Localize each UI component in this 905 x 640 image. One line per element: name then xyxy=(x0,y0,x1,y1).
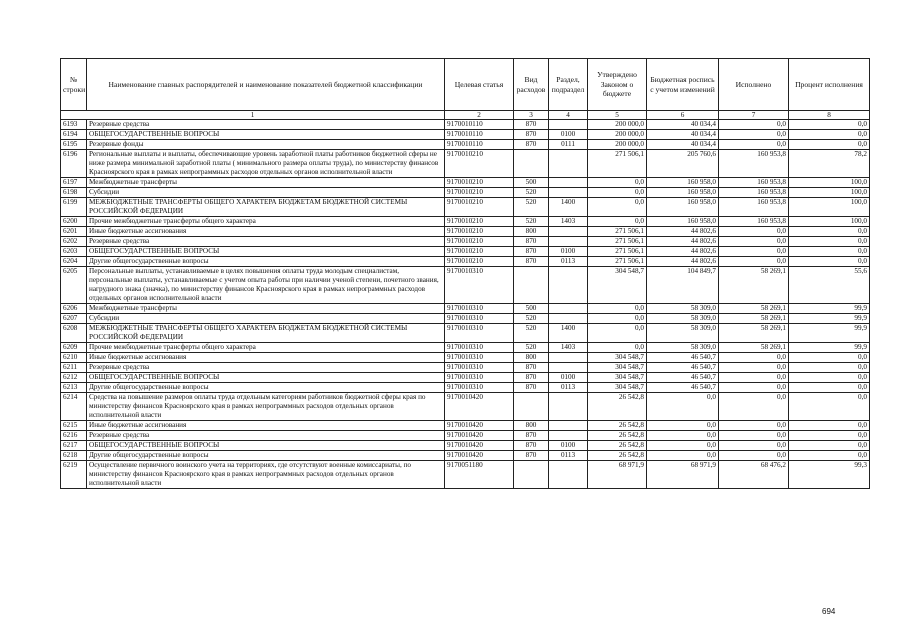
row-executed: 160 953,8 xyxy=(719,217,789,227)
row-section xyxy=(549,353,588,363)
row-executed: 0,0 xyxy=(719,383,789,393)
row-name: Осуществление первичного воинского учета на территориях, где отсутствуют военные комиссариаты, по министерству финансов Красноярского края в рамках непрограммных расходов отдельных органов исполнительной власти xyxy=(87,461,445,489)
row-executed: 160 953,8 xyxy=(719,150,789,178)
row-section xyxy=(549,304,588,314)
row-target-article: 9170010210 xyxy=(445,257,514,267)
header-section: Раздел, подраздел xyxy=(549,59,588,111)
row-percent: 99,3 xyxy=(789,461,870,489)
row-expense-type: 870 xyxy=(514,431,549,441)
row-expense-type: 500 xyxy=(514,178,549,188)
row-section xyxy=(549,227,588,237)
row-executed: 0,0 xyxy=(719,227,789,237)
row-percent: 99,9 xyxy=(789,324,870,343)
row-number: 6209 xyxy=(61,343,87,353)
table-row xyxy=(61,217,870,227)
row-section xyxy=(549,120,588,130)
row-budget-schedule: 160 958,0 xyxy=(647,198,719,217)
table-row xyxy=(61,227,870,237)
row-section: 0113 xyxy=(549,257,588,267)
row-target-article: 9170010420 xyxy=(445,431,514,441)
row-number: 6218 xyxy=(61,451,87,461)
row-executed: 0,0 xyxy=(719,130,789,140)
table-row xyxy=(61,451,870,461)
row-approved: 0,0 xyxy=(588,324,647,343)
header-row-number: № строки xyxy=(61,59,87,111)
row-name: ОБЩЕГОСУДАРСТВЕННЫЕ ВОПРОСЫ xyxy=(87,130,445,140)
row-expense-type: 870 xyxy=(514,383,549,393)
row-percent: 55,6 xyxy=(789,267,870,304)
column-number: 4 xyxy=(549,111,588,120)
row-budget-schedule: 160 958,0 xyxy=(647,188,719,198)
row-expense-type: 520 xyxy=(514,343,549,353)
row-percent: 0,0 xyxy=(789,140,870,150)
row-target-article: 9170010420 xyxy=(445,421,514,431)
row-target-article: 9170010210 xyxy=(445,188,514,198)
row-name: Региональные выплаты и выплаты, обеспечивающие уровень заработной платы работников бюджетной сферы не ниже размера минимальной заработной платы ( минимального размера оплаты труда), по министерству финансов Красноярского края в рамках непрограммных расходов отдельных органов исполнительной власти xyxy=(87,150,445,178)
row-target-article: 9170010310 xyxy=(445,353,514,363)
row-percent: 100,0 xyxy=(789,188,870,198)
row-expense-type xyxy=(514,267,549,304)
table-row xyxy=(61,383,870,393)
row-budget-schedule: 44 802,6 xyxy=(647,237,719,247)
row-expense-type: 800 xyxy=(514,227,549,237)
table-row xyxy=(61,188,870,198)
row-expense-type xyxy=(514,461,549,489)
row-approved: 68 971,9 xyxy=(588,461,647,489)
row-percent: 100,0 xyxy=(789,217,870,227)
row-target-article: 9170010420 xyxy=(445,393,514,421)
row-approved: 304 548,7 xyxy=(588,373,647,383)
row-name: Другие общегосударственные вопросы xyxy=(87,383,445,393)
row-percent: 78,2 xyxy=(789,150,870,178)
table-row xyxy=(61,247,870,257)
row-percent: 100,0 xyxy=(789,198,870,217)
row-number: 6210 xyxy=(61,353,87,363)
table-row xyxy=(61,363,870,373)
row-budget-schedule: 46 540,7 xyxy=(647,373,719,383)
row-target-article: 9170010310 xyxy=(445,314,514,324)
row-number: 6208 xyxy=(61,324,87,343)
row-approved: 200 000,0 xyxy=(588,140,647,150)
table-row xyxy=(61,421,870,431)
row-target-article: 9170010210 xyxy=(445,247,514,257)
row-executed: 58 269,1 xyxy=(719,304,789,314)
row-expense-type: 870 xyxy=(514,130,549,140)
column-number: 2 xyxy=(445,111,514,120)
row-budget-schedule: 0,0 xyxy=(647,421,719,431)
row-budget-schedule: 104 849,7 xyxy=(647,267,719,304)
row-target-article: 9170010110 xyxy=(445,140,514,150)
row-target-article: 9170010420 xyxy=(445,441,514,451)
row-section xyxy=(549,393,588,421)
header-row xyxy=(61,59,870,111)
table-row xyxy=(61,150,870,178)
row-section: 0100 xyxy=(549,373,588,383)
row-number: 6198 xyxy=(61,188,87,198)
row-percent: 0,0 xyxy=(789,237,870,247)
row-budget-schedule: 46 540,7 xyxy=(647,363,719,373)
row-expense-type: 870 xyxy=(514,140,549,150)
row-section xyxy=(549,150,588,178)
row-section xyxy=(549,461,588,489)
row-approved: 0,0 xyxy=(588,188,647,198)
row-expense-type: 870 xyxy=(514,237,549,247)
row-number: 6206 xyxy=(61,304,87,314)
row-section xyxy=(549,421,588,431)
row-name: ОБЩЕГОСУДАРСТВЕННЫЕ ВОПРОСЫ xyxy=(87,247,445,257)
row-section xyxy=(549,188,588,198)
column-number: 8 xyxy=(789,111,870,120)
row-target-article: 9170010310 xyxy=(445,304,514,314)
row-executed: 0,0 xyxy=(719,363,789,373)
row-expense-type: 870 xyxy=(514,373,549,383)
table-row xyxy=(61,314,870,324)
row-name: Резервные средства xyxy=(87,363,445,373)
row-budget-schedule: 205 760,6 xyxy=(647,150,719,178)
row-expense-type xyxy=(514,150,549,178)
row-target-article: 9170010310 xyxy=(445,324,514,343)
table-row xyxy=(61,130,870,140)
row-section xyxy=(549,314,588,324)
row-name: Межбюджетные трансферты xyxy=(87,304,445,314)
row-target-article: 9170010310 xyxy=(445,383,514,393)
row-approved: 0,0 xyxy=(588,178,647,188)
row-expense-type: 800 xyxy=(514,353,549,363)
row-approved: 271 506,1 xyxy=(588,150,647,178)
row-name: Прочие межбюджетные трансферты общего характера xyxy=(87,343,445,353)
row-expense-type: 520 xyxy=(514,324,549,343)
row-budget-schedule: 58 309,0 xyxy=(647,343,719,353)
row-percent: 0,0 xyxy=(789,393,870,421)
row-budget-schedule: 58 309,0 xyxy=(647,314,719,324)
row-executed: 0,0 xyxy=(719,140,789,150)
row-name: Субсидии xyxy=(87,188,445,198)
row-expense-type: 870 xyxy=(514,363,549,373)
row-percent: 0,0 xyxy=(789,451,870,461)
column-number: 5 xyxy=(588,111,647,120)
row-section xyxy=(549,178,588,188)
row-percent: 0,0 xyxy=(789,383,870,393)
row-approved: 0,0 xyxy=(588,217,647,227)
row-budget-schedule: 58 309,0 xyxy=(647,304,719,314)
row-name: Иные бюджетные ассигнования xyxy=(87,353,445,363)
row-number: 6214 xyxy=(61,393,87,421)
row-expense-type: 520 xyxy=(514,198,549,217)
row-budget-schedule: 44 802,6 xyxy=(647,227,719,237)
row-executed: 0,0 xyxy=(719,421,789,431)
row-number: 6197 xyxy=(61,178,87,188)
row-number: 6195 xyxy=(61,140,87,150)
row-section: 1403 xyxy=(549,343,588,353)
row-target-article: 9170051180 xyxy=(445,461,514,489)
row-executed: 0,0 xyxy=(719,441,789,451)
table-row xyxy=(61,353,870,363)
row-name: Резервные средства xyxy=(87,431,445,441)
row-target-article: 9170010210 xyxy=(445,150,514,178)
row-percent: 0,0 xyxy=(789,353,870,363)
row-number: 6216 xyxy=(61,431,87,441)
row-number: 6212 xyxy=(61,373,87,383)
row-expense-type: 520 xyxy=(514,314,549,324)
row-name: Резервные фонды xyxy=(87,140,445,150)
row-percent: 0,0 xyxy=(789,227,870,237)
row-target-article: 9170010210 xyxy=(445,227,514,237)
row-budget-schedule: 44 802,6 xyxy=(647,257,719,267)
row-approved: 200 000,0 xyxy=(588,130,647,140)
row-budget-schedule: 0,0 xyxy=(647,393,719,421)
row-target-article: 9170010110 xyxy=(445,130,514,140)
row-executed: 58 269,1 xyxy=(719,314,789,324)
row-approved: 26 542,8 xyxy=(588,421,647,431)
row-percent: 0,0 xyxy=(789,431,870,441)
row-executed: 58 269,1 xyxy=(719,267,789,304)
header-target-article: Целевая статья xyxy=(445,59,514,111)
page-number: 694 xyxy=(822,607,836,616)
table-row xyxy=(61,257,870,267)
row-approved: 0,0 xyxy=(588,314,647,324)
row-budget-schedule: 160 958,0 xyxy=(647,217,719,227)
row-expense-type: 500 xyxy=(514,304,549,314)
row-target-article: 9170010310 xyxy=(445,343,514,353)
row-executed: 0,0 xyxy=(719,451,789,461)
column-number: 6 xyxy=(647,111,719,120)
row-section: 1403 xyxy=(549,217,588,227)
row-approved: 26 542,8 xyxy=(588,451,647,461)
row-executed: 58 269,1 xyxy=(719,343,789,353)
row-section: 1400 xyxy=(549,324,588,343)
row-approved: 200 000,0 xyxy=(588,120,647,130)
row-executed: 0,0 xyxy=(719,373,789,383)
row-number: 6194 xyxy=(61,130,87,140)
row-number: 6211 xyxy=(61,363,87,373)
table-row xyxy=(61,461,870,489)
row-executed: 160 953,8 xyxy=(719,198,789,217)
row-approved: 304 548,7 xyxy=(588,363,647,373)
row-approved: 271 506,1 xyxy=(588,257,647,267)
table-row xyxy=(61,441,870,451)
row-target-article: 9170010310 xyxy=(445,267,514,304)
column-number-row xyxy=(61,111,870,120)
row-expense-type: 870 xyxy=(514,257,549,267)
row-budget-schedule: 68 971,9 xyxy=(647,461,719,489)
row-percent: 0,0 xyxy=(789,373,870,383)
row-budget-schedule: 0,0 xyxy=(647,441,719,451)
row-section xyxy=(549,363,588,373)
row-executed: 0,0 xyxy=(719,393,789,421)
table-row xyxy=(61,267,870,304)
row-number: 6204 xyxy=(61,257,87,267)
header-budget-schedule: Бюджетная роспись с учетом изменений xyxy=(647,59,719,111)
row-executed: 0,0 xyxy=(719,247,789,257)
row-executed: 160 953,8 xyxy=(719,178,789,188)
row-approved: 271 506,1 xyxy=(588,237,647,247)
row-budget-schedule: 0,0 xyxy=(647,451,719,461)
row-approved: 304 548,7 xyxy=(588,383,647,393)
row-percent: 100,0 xyxy=(789,178,870,188)
column-number: 7 xyxy=(719,111,789,120)
row-budget-schedule: 40 034,4 xyxy=(647,120,719,130)
row-target-article: 9170010110 xyxy=(445,120,514,130)
row-approved: 271 506,1 xyxy=(588,227,647,237)
row-name: Средства на повышение размеров оплаты труда отдельным категориям работников бюджетной сферы края по министерству финансов Красноярского края в рамках непрограммных расходов отдельных органов исполнительной власти xyxy=(87,393,445,421)
row-target-article: 9170010310 xyxy=(445,373,514,383)
row-section xyxy=(549,431,588,441)
row-name: Резервные средства xyxy=(87,120,445,130)
row-percent: 99,9 xyxy=(789,343,870,353)
row-expense-type: 520 xyxy=(514,188,549,198)
header-name: Наименование главных распорядителей и наименование показателей бюджетной классификации xyxy=(87,59,445,111)
table-row xyxy=(61,393,870,421)
row-executed: 0,0 xyxy=(719,353,789,363)
row-percent: 0,0 xyxy=(789,363,870,373)
row-approved: 0,0 xyxy=(588,304,647,314)
row-section xyxy=(549,237,588,247)
row-approved: 271 506,1 xyxy=(588,247,647,257)
row-approved: 26 542,8 xyxy=(588,393,647,421)
row-budget-schedule: 58 309,0 xyxy=(647,324,719,343)
row-percent: 0,0 xyxy=(789,441,870,451)
row-section: 0100 xyxy=(549,247,588,257)
column-number: 3 xyxy=(514,111,549,120)
row-percent: 99,9 xyxy=(789,304,870,314)
row-number: 6199 xyxy=(61,198,87,217)
row-budget-schedule: 46 540,7 xyxy=(647,383,719,393)
row-percent: 0,0 xyxy=(789,247,870,257)
table-row xyxy=(61,431,870,441)
row-target-article: 9170010210 xyxy=(445,217,514,227)
column-number: 1 xyxy=(61,111,445,120)
row-percent: 0,0 xyxy=(789,130,870,140)
row-expense-type: 870 xyxy=(514,451,549,461)
row-executed: 0,0 xyxy=(719,120,789,130)
row-percent: 0,0 xyxy=(789,120,870,130)
row-number: 6203 xyxy=(61,247,87,257)
table-row xyxy=(61,343,870,353)
row-executed: 0,0 xyxy=(719,431,789,441)
row-approved: 304 548,7 xyxy=(588,353,647,363)
row-number: 6200 xyxy=(61,217,87,227)
row-section: 0111 xyxy=(549,140,588,150)
row-percent: 0,0 xyxy=(789,421,870,431)
row-section: 0100 xyxy=(549,441,588,451)
table-row xyxy=(61,373,870,383)
row-name: Прочие межбюджетные трансферты общего характера xyxy=(87,217,445,227)
table-row xyxy=(61,198,870,217)
row-expense-type: 800 xyxy=(514,421,549,431)
row-name: Персональные выплаты, устанавливаемые в целях повышения оплаты труда молодым специалистам, персональные выплаты, устанавливаемые с учетом опыта работы при наличии ученой степени, почетного звания, нагрудного знака (значка), по министерству финансов Красноярского края в рамках непрограммных расходов отдельных органов исполнительной власти xyxy=(87,267,445,304)
row-number: 6205 xyxy=(61,267,87,304)
row-name: МЕЖБЮДЖЕТНЫЕ ТРАНСФЕРТЫ ОБЩЕГО ХАРАКТЕРА БЮДЖЕТАМ БЮДЖЕТНОЙ СИСТЕМЫ РОССИЙСКОЙ ФЕДЕРАЦИИ xyxy=(87,198,445,217)
row-budget-schedule: 46 540,7 xyxy=(647,353,719,363)
header-expense-type: Вид расходов xyxy=(514,59,549,111)
row-percent: 99,9 xyxy=(789,314,870,324)
row-name: Иные бюджетные ассигнования xyxy=(87,227,445,237)
table-row xyxy=(61,304,870,314)
row-section: 0113 xyxy=(549,383,588,393)
table-row xyxy=(61,120,870,130)
row-expense-type: 870 xyxy=(514,247,549,257)
row-approved: 304 548,7 xyxy=(588,267,647,304)
row-target-article: 9170010310 xyxy=(445,363,514,373)
row-expense-type: 870 xyxy=(514,441,549,451)
row-approved: 0,0 xyxy=(588,343,647,353)
row-expense-type xyxy=(514,393,549,421)
row-budget-schedule: 40 034,4 xyxy=(647,140,719,150)
row-section: 0113 xyxy=(549,451,588,461)
row-executed: 68 476,2 xyxy=(719,461,789,489)
header-approved: Утверждено Законом о бюджете xyxy=(588,59,647,111)
table-row xyxy=(61,237,870,247)
table-body xyxy=(61,120,870,489)
row-executed: 0,0 xyxy=(719,257,789,267)
budget-table xyxy=(60,58,870,489)
row-budget-schedule: 160 958,0 xyxy=(647,178,719,188)
row-percent: 0,0 xyxy=(789,257,870,267)
row-name: Другие общегосударственные вопросы xyxy=(87,257,445,267)
row-number: 6217 xyxy=(61,441,87,451)
row-approved: 26 542,8 xyxy=(588,431,647,441)
row-name: Субсидии xyxy=(87,314,445,324)
row-section: 0100 xyxy=(549,130,588,140)
row-expense-type: 870 xyxy=(514,120,549,130)
header-executed: Исполнено xyxy=(719,59,789,111)
row-number: 6196 xyxy=(61,150,87,178)
row-approved: 0,0 xyxy=(588,198,647,217)
row-executed: 58 269,1 xyxy=(719,324,789,343)
row-budget-schedule: 0,0 xyxy=(647,431,719,441)
row-name: ОБЩЕГОСУДАРСТВЕННЫЕ ВОПРОСЫ xyxy=(87,441,445,451)
row-number: 6219 xyxy=(61,461,87,489)
row-section xyxy=(549,267,588,304)
row-name: Другие общегосударственные вопросы xyxy=(87,451,445,461)
header-percent: Процент исполнения xyxy=(789,59,870,111)
row-section: 1400 xyxy=(549,198,588,217)
row-executed: 160 953,8 xyxy=(719,188,789,198)
row-number: 6215 xyxy=(61,421,87,431)
row-number: 6193 xyxy=(61,120,87,130)
row-target-article: 9170010210 xyxy=(445,198,514,217)
row-number: 6207 xyxy=(61,314,87,324)
row-name: Резервные средства xyxy=(87,237,445,247)
row-executed: 0,0 xyxy=(719,237,789,247)
table-row xyxy=(61,178,870,188)
row-target-article: 9170010210 xyxy=(445,178,514,188)
row-name: МЕЖБЮДЖЕТНЫЕ ТРАНСФЕРТЫ ОБЩЕГО ХАРАКТЕРА БЮДЖЕТАМ БЮДЖЕТНОЙ СИСТЕМЫ РОССИЙСКОЙ ФЕДЕРАЦИИ xyxy=(87,324,445,343)
row-target-article: 9170010210 xyxy=(445,237,514,247)
row-approved: 26 542,8 xyxy=(588,441,647,451)
row-name: Межбюджетные трансферты xyxy=(87,178,445,188)
row-expense-type: 520 xyxy=(514,217,549,227)
row-target-article: 9170010420 xyxy=(445,451,514,461)
row-budget-schedule: 44 802,6 xyxy=(647,247,719,257)
row-budget-schedule: 40 034,4 xyxy=(647,130,719,140)
row-number: 6201 xyxy=(61,227,87,237)
row-name: Иные бюджетные ассигнования xyxy=(87,421,445,431)
row-number: 6213 xyxy=(61,383,87,393)
table-row xyxy=(61,324,870,343)
row-name: ОБЩЕГОСУДАРСТВЕННЫЕ ВОПРОСЫ xyxy=(87,373,445,383)
table-row xyxy=(61,140,870,150)
row-number: 6202 xyxy=(61,237,87,247)
